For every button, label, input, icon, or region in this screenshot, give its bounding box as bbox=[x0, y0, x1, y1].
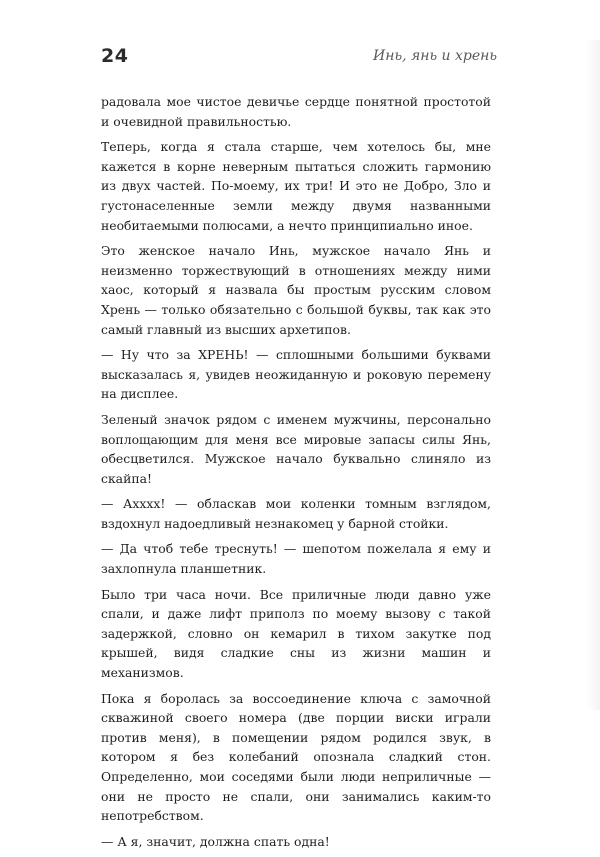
paragraph: — Да чтоб тебе треснуть! — шепотом пожелала я ему и захлопнула планшетник. bbox=[101, 541, 491, 577]
paragraph: Зеленый значок рядом с именем мужчины, персонально воплощающим для меня все мировые запасы силы Янь, обесцветился. Мужское начало буквально слиняло из скайпа! bbox=[101, 411, 491, 486]
page-header bbox=[101, 45, 497, 69]
paragraph: — Ну что за ХРЕНЬ! — сплошными большими буквами высказалась я, увидев неожиданную и роковую перемену на дисплее. bbox=[101, 347, 491, 402]
paragraph: Это женское начало Инь, мужское начало Янь и неизменно торжествующий в отношениях между ними хаос, который я назвала бы простым русским словом Хрень — только обязательно с большой буквы, так как это самый главный из высших архетипов. bbox=[101, 243, 491, 337]
page-edge-shadow bbox=[586, 40, 600, 710]
paragraph: — А я, значит, должна спать одна! bbox=[101, 833, 330, 849]
page-number: 24 bbox=[101, 45, 129, 67]
body-text bbox=[101, 92, 491, 857]
paragraph: — Ахххх! — обласкав мои коленки томным взглядом, вздохнул надоедливый незнакомец у барной стойки. bbox=[101, 496, 491, 531]
running-title: Инь, янь и хрень bbox=[373, 48, 497, 64]
paragraph: Пока я боролась за воссоединение ключа с замочной скважиной своего номера (две порции виски играли против меня), в помещении рядом родился звук, в котором я без колебаний опознала сладкий стон. Определенно, мои соседями были люди неприличные — они не просто не спали, они занимались каким-то непотребством. bbox=[101, 690, 491, 824]
paragraph: Теперь, когда я стала старше, чем хотелось бы, мне кажется в корне неверным пытаться сложить гармонию из двух частей. По-моему, их три! И это не Добро, Зло и густонаселенные земли между двумя названными необитаемыми полюсами, а нечто принципиально иное. bbox=[101, 139, 491, 233]
paragraph: Было три часа ночи. Все приличные люди давно уже спали, и даже лифт приполз по моему вызову с такой задержкой, словно он кемарил в тихом закутке под крышей, видя сладкие сны из жизни машин и механизмов. bbox=[101, 586, 491, 681]
paragraph: радовала мое чистое девичье сердце понятной простотой и очевидной правильностью. bbox=[101, 94, 491, 129]
